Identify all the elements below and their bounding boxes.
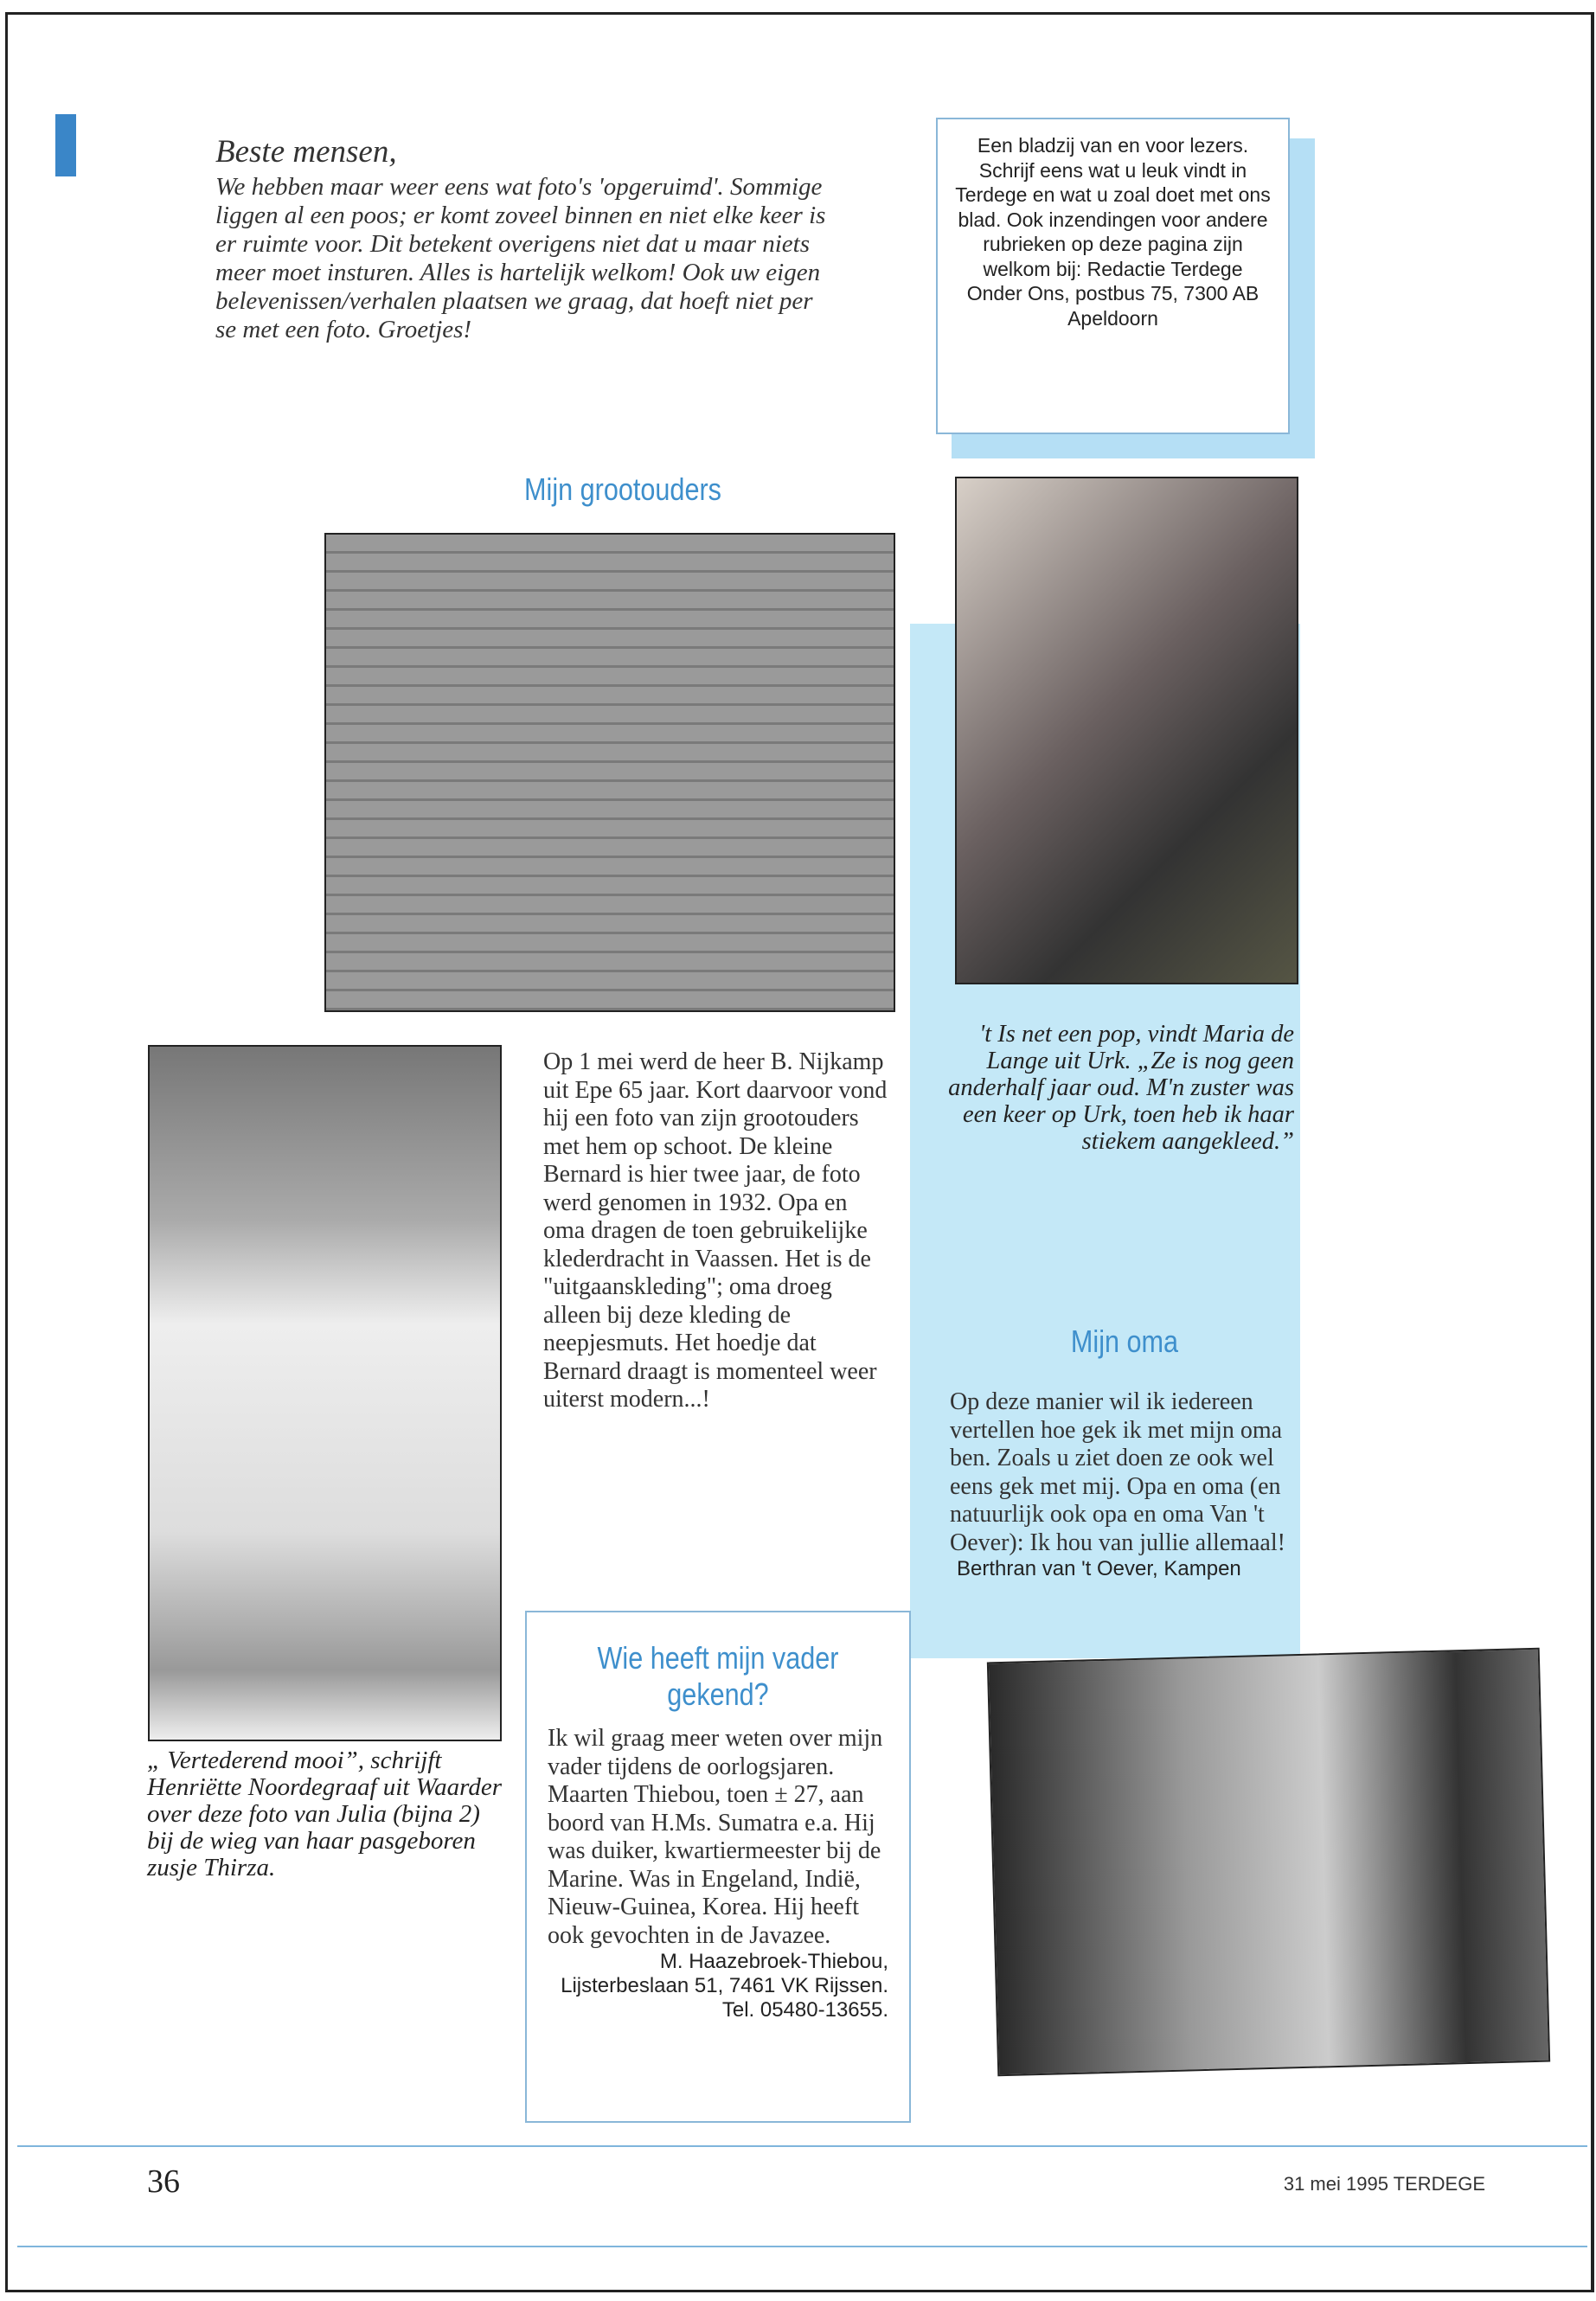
- issue-date: 31 mei 1995 TERDEGE: [1283, 2173, 1485, 2195]
- intro-text: We hebben maar weer eens wat foto's 'opgeruimd'. Sommige liggen al een poos; er komt zoveel binnen en niet elke keer is er ruimte voor. Dit betekent overigens niet dat u maar niets meer moet insturen. Alles is hartelijk welkom! Ook uw eigen belevenissen/verhalen plaatsen we graag, dat hoeft niet per se met een foto. Groetjes!: [215, 173, 826, 343]
- info-box: Een bladzij van en voor lezers. Schrijf eens wat u leuk vindt in Terdege en wat u zoal doet met ons blad. Ook inzendingen voor andere rubrieken op deze pagina zijn welkom bij: Redactie Terdege Onder Ons, postbus 75, 7300 AB Apeldoorn: [936, 118, 1290, 434]
- doll-girl-photo: [955, 477, 1298, 984]
- page-number: 36: [147, 2163, 180, 2200]
- oma-article: [950, 1388, 1296, 1581]
- oma-text: Op deze manier wil ik iedereen vertellen hoe gek ik met mijn oma ben. Zoals u ziet doen ze ook wel eens gek met mij. Opa en oma (en natuurlijk ook opa en oma Van 't Oever): Ik hou van jullie allemaal!: [950, 1388, 1285, 1556]
- vader-heading: Wie heeft mijn vader gekend?: [597, 1640, 839, 1712]
- grootouders-heading: Mijn grootouders: [524, 471, 721, 507]
- intro-greeting: Beste mensen,: [215, 134, 397, 170]
- intro: [215, 135, 838, 344]
- bottom-rule: [17, 2246, 1587, 2247]
- baby-caption: „ Vertederend mooi”, schrijft Henriëtte Noordegraaf uit Waarder over deze foto van Julia (bijna 2) bij de wieg van haar pasgeboren zusje Thirza.: [147, 1747, 503, 1881]
- footer-rule: [17, 2145, 1587, 2147]
- oma-heading: Mijn oma: [1070, 1324, 1179, 1359]
- vader-box: [525, 1611, 911, 2123]
- vader-signature: M. Haazebroek-Thiebou, Lijsterbeslaan 51, 7461 VK Rijssen. Tel. 05480-13655.: [561, 1950, 888, 2022]
- grootouders-text: Op 1 mei werd de heer B. Nijkamp uit Epe 65 jaar. Kort daarvoor vond hij een foto van zijn grootouders met hem op schoot. De kleine Bernard is hier twee jaar, de foto werd genomen in 1932. Opa en oma dragen de toen gebruikelijke klederdracht in Vaassen. Het is de "uitgaanskleding"; oma droeg alleen bij deze kleding de neepjesmuts. Het hoedje dat Bernard draagt is momenteel weer uiterst modern...!: [543, 1048, 888, 1413]
- doll-caption: 't Is net een pop, vindt Maria de Lange uit Urk. „Ze is nog geen anderhalf jaar oud. M'n zuster was een keer op Urk, toen heb ik haar stiekem aangekleed.”: [948, 1021, 1294, 1155]
- grandparents-photo: [324, 533, 895, 1012]
- section-marker: [55, 114, 76, 176]
- baby-cradle-photo: [148, 1045, 502, 1741]
- vader-text: Ik wil graag meer weten over mijn vader tijdens de oorlogsjaren. Maarten Thiebou, toen ± 27, aan boord van H.Ms. Sumatra e.a. Hij was duiker, kwartiermeester bij de Marine. Was in Engeland, Indië, Nieuw-Guinea, Korea. Hij heeft ook gevochten in de Javazee.: [548, 1725, 883, 1949]
- oma-signature: Berthran van 't Oever, Kampen: [957, 1557, 1241, 1580]
- grandmother-baby-photo: [987, 1648, 1550, 2077]
